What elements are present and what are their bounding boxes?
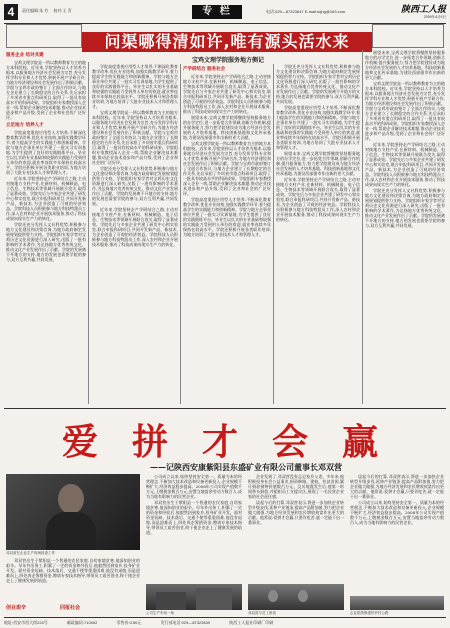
section-head-3: 产学研结合 服务社会 [183,67,226,72]
title-char-3: 才 [202,421,239,463]
footer-address: 地址:西安市西大街224号 [4,620,48,625]
top-col5-text: 展望未来,宝鸡文理学院将继续坚持服务地方的办学定位,进一步拓宽合作领域,创新合作机制,提升服务能力,努力把学院建设成为地方经济社会发展的人才培养基地、科技创新基地和文化传承基地,为建设西部强市作出新的更大贡献。 [365,50,445,80]
top-col4-text: 学院还充分发挥人文社科优势,积极参与地方文化建设和决策咨询,为地方政府制定发展规划提供智力支持。学院组织专家学者对宝鸡历史文化资源进行深入研究,出版了一批有影响的学术著作,为弘扬地方优秀传统文化、推动文化产业发展作出了贡献。学院的发展离不开地方的支持,地方的发展也需要学院的参与,双方互利共赢,共同发展。 [276,64,360,104]
top-column-1 [6,50,86,405]
top-col2-text-4: 近年来,学院坚持走产学研结合之路,主动对接地方支柱产业,在新材料、机械制造、电子信息、生物技术等领域开展联合攻关,取得了显著成效。学院先后与多家企业共建了研发中心和实验室,联合申报科研项目,共同开发新产品、新技术,为企业创造了可观的经济效益。学院科技人员积极参与地方科技特派员工作,深入农村和企业开展技术服务,推动了科技成果向现实生产力的转化。 [92,207,178,247]
feature-col2-text-2: 邓双营出生于紫阳县一个普通的农民家庭,自幼家境贫寒,他深知创业的艰辛。早年外出务工,积累了一定的资金和经验后,他毅然回到家乡,投身矿业开发。面对资金短缺、技术落后、交通不便等重重困难,他没有退缩,而是迎难而上,四处奔走筹措资金,聘请专家技术指导,带领员工艰苦创业,终于使企业走上了健康发展的轨道。 [146,500,242,535]
section-head-1: 服务企业 结对共建 [6,53,44,58]
top-col1-text-2: 学院高度重视应用型人才培养,不断深化教育教学改革,优化专业结构,加强实践教学环节,着力提高学生的实践能力和创新精神。学院与地方企事业单位共建了一批实习实训基地,为学生提供了良好的实践锻炼平台。毕业生以扎实的专业基础和较强的实践能力受到用人单位的欢迎,就业率连续多年保持在较高水平。学院还积极开展各类职业培训,为地方培训了大批专业技术人才和管理人才。 [6,130,86,175]
photo-caption-1: 邓双营在企业生产现场检查工作 [6,551,55,555]
title-char-4: 会 [272,421,309,463]
column-rule [362,50,363,404]
page-header [4,2,446,24]
top-col2-text-3: 学院还充分发挥人文社科优势,积极参与地方文化建设和决策咨询,为地方政府制定发展规划提供智力支持。学院组织专家学者对宝鸡历史文化资源进行深入研究,出版了一批有影响的学术著作,为弘扬地方优秀传统文化、推动文化产业发展作出了贡献。学院的发展离不开地方的支持,地方的发展也需要学院的参与,双方互利共赢,共同发展。 [92,166,178,206]
top-col3-text-2: 展望未来,宝鸡文理学院将继续坚持服务地方的办学定位,进一步拓宽合作领域,创新合作机制,提升服务能力,努力把学院建设成为地方经济社会发展的人才培养基地、科技创新基地和文化传承基地,为建设西部强市作出新的更大贡献。 [183,115,271,140]
feature-column-1 [6,558,140,602]
top-col4-text-4: 近年来,学院坚持走产学研结合之路,主动对接地方支柱产业,在新材料、机械制造、电子信息、生物技术等领域开展联合攻关,取得了显著成效。学院先后与多家企业共建了研发中心和实验室,联合申报科研项目,共同开发新产品、新技术,为企业创造了可观的经济效益。学院科技人员积极参与地方科技特派员工作,深入农村和企业开展技术服务,推动了科技成果向现实生产力的转化。 [276,177,360,222]
top-column-3 [183,64,271,404]
column-rule [88,62,89,404]
story-divider [4,408,446,409]
paper-name: 陕西工人报 [400,5,446,15]
feature-column-2 [146,474,242,582]
footer-price: 零售价:0.50元 [116,620,142,625]
kicker-1: 创业艰辛 [6,605,27,611]
feature-column-4 [350,474,444,594]
top-col3-text-3: 宝鸡文理学院是一所以教师教育为主的地方本科院校。近年来,学院坚持以人才培养为根本,以服务地方经济社会发展为宗旨,充分发挥学科专业和人才优势,积极开展产学研合作,为地方经济建设和社会发展作出了积极贡献。学院与宝鸡市政府签订了全面合作协议,与地方企业建立了长期稳定的合作关系,先后承担了多项省市重点科研项目,取得了一批具有较高水平的科研成果。学院组织专家教授深入企业一线,帮助企业解决技术难题,推动企业技术进步和产品升级,受到了企业和社会的广泛好评。 [183,141,271,196]
top-col1-text-4: 学院还充分发挥人文社科优势,积极参与地方文化建设和决策咨询,为地方政府制定发展规划提供智力支持。学院组织专家学者对宝鸡历史文化资源进行深入研究,出版了一批有影响的学术著作,为弘扬地方优秀传统文化、推动文化产业发展作出了贡献。学院的发展离不开地方的支持,地方的发展也需要学院的参与,双方互利共赢,共同发展。 [6,222,86,262]
portrait-photo [6,474,140,550]
footer-printer: 陕西工人报社印刷厂印刷 [229,620,274,625]
masthead-logo [384,2,446,22]
top-col3-text-4: 学院高度重视应用型人才培养,不断深化教育教学改革,优化专业结构,加强实践教学环节,着力提高学生的实践能力和创新精神。学院与地方企事业单位共建了一批实习实训基地,为学生提供了良好的实践锻炼平台。毕业生以扎实的专业基础和较强的实践能力受到用人单位的欢迎,就业率连续多年保持在较高水平。学院还积极开展各类职业培训,为地方培训了大批专业技术人才和管理人才。 [183,197,271,237]
issue-date: 2009年4月9日 [423,15,446,19]
top-col5-text-3: 近年来,学院坚持走产学研结合之路,主动对接地方支柱产业,在新材料、机械制造、电子信息、生物技术等领域开展联合攻关,取得了显著成效。学院先后与多家企业共建了研发中心和实验室,联合申报科研项目,共同开发新产品、新技术,为企业创造了可观的经济效益。学院科技人员积极参与地方科技特派员工作,深入农村和企业开展技术服务,推动了科技成果向现实生产力的转化。 [365,142,445,187]
right-sidebar-box [372,24,444,48]
contact-info [266,9,386,15]
section-head-2: 立足地方 培养人才 [6,123,44,128]
footer-postal: 邮政编码:710002 [66,620,98,625]
top-column-5 [365,50,445,404]
feature-col2-text: 公司成立以来,始终坚持安全第一、质量为本的经营理念,不断加大技术改造和设备更新投入,企业规模不断扩大,经济效益稳步提高。2008年公司实现产值数千万元,上缴税金数百万元,安置当地富余劳动力数百人,成为当地有影响力的民营企业。 [146,474,242,499]
top-col5-text-4: 学院还充分发挥人文社科优势,积极参与地方文化建设和决策咨询,为地方政府制定发展规划提供智力支持。学院组织专家学者对宝鸡历史文化资源进行深入研究,出版了一批有影响的学术著作,为弘扬地方优秀传统文化、推动文化产业发展作出了贡献。学院的发展离不开地方的支持,地方的发展也需要学院的参与,双方互利共赢,共同发展。 [365,188,445,228]
top-col3-text: 近年来,学院坚持走产学研结合之路,主动对接地方支柱产业,在新材料、机械制造、电子信息、生物技术等领域开展联合攻关,取得了显著成效。学院先后与多家企业共建了研发中心和实验室,联合申报科研项目,共同开发新产品、新技术,为企业创造了可观的经济效益。学院科技人员积极参与地方科技特派员工作,深入农村和企业开展技术服务,推动了科技成果向现实生产力的转化。 [183,74,271,114]
top-col5-text-2: 宝鸡文理学院是一所以教师教育为主的地方本科院校。近年来,学院坚持以人才培养为根本,以服务地方经济社会发展为宗旨,充分发挥学科专业和人才优势,积极开展产学研合作,为地方经济建设和社会发展作出了积极贡献。学院与宝鸡市政府签订了全面合作协议,与地方企业建立了长期稳定的合作关系,先后承担了多项省市重点科研项目,取得了一批具有较高水平的科研成果。学院组织专家教授深入企业一线,帮助企业解决技术难题,推动企业技术进步和产品升级,受到了企业和社会的广泛好评。 [365,81,445,141]
feature-title [0,414,450,463]
top-column-2 [92,64,178,404]
feature-col3-text: 企业发展了,邓双营没有忘记家乡父老。多年来,他积极投身社会公益事业,捐资修路、建校、扶贫济困,累计捐款捐物价值数百万元。汶川地震发生后,他第一时间带头捐款,并组织员工支援灾区,展现了一名民营企业家的社会责任感。 [248,474,344,499]
editor-name: 责任编辑:朱 芳 [22,8,49,13]
proofreader-name: 校对:王 青 [53,8,72,13]
kicker-2: 回报社会 [60,605,81,611]
top-col4-text-3: 展望未来,宝鸡文理学院将继续坚持服务地方的办学定位,进一步拓宽合作领域,创新合作机制,提升服务能力,努力把学院建设成为地方经济社会发展的人才培养基地、科技创新基地和文化传承基地,为建设西部强市作出新的更大贡献。 [276,151,360,176]
feature-column-3 [248,474,344,582]
title-char-1: 爱 [62,421,99,463]
factory-photo [146,584,242,610]
top-col1-text: 宝鸡文理学院是一所以教师教育为主的地方本科院校。近年来,学院坚持以人才培养为根本,以服务地方经济社会发展为宗旨,充分发挥学科专业和人才优势,积极开展产学研合作,为地方经济建设和社会发展作出了积极贡献。学院与宝鸡市政府签订了全面合作协议,与地方企业建立了长期稳定的合作关系,先后承担了多项省市重点科研项目,取得了一批具有较高水平的科研成果。学院组织专家教授深入企业一线,帮助企业解决技术难题,推动企业技术进步和产品升级,受到了企业和社会的广泛好评。 [6,60,86,120]
feature-col1-text: 邓双营出生于紫阳县一个普通的农民家庭,自幼家境贫寒,他深知创业的艰辛。早年外出务工,积累了一定的资金和经验后,他毅然回到家乡,投身矿业开发。面对资金短缺、技术落后、交通不便等重重困难,他没有退缩,而是迎难而上,四处奔走筹措资金,聘请专家技术指导,带领员工艰苦创业,终于使企业走上了健康发展的轨道。 [6,558,140,583]
top-col4-text-2: 学院高度重视应用型人才培养,不断深化教育教学改革,优化专业结构,加强实践教学环节,着力提高学生的实践能力和创新精神。学院与地方企事业单位共建了一批实习实训基地,为学生提供了良好的实践锻炼平台。毕业生以扎实的专业基础和较强的实践能力受到用人单位的欢迎,就业率连续多年保持在较高水平。学院还积极开展各类职业培训,为地方培训了大批专业技术人才和管理人才。 [276,105,360,150]
top-col1-text-3: 近年来,学院坚持走产学研结合之路,主动对接地方支柱产业,在新材料、机械制造、电子信息、生物技术等领域开展联合攻关,取得了显著成效。学院先后与多家企业共建了研发中心和实验室,联合申报科研项目,共同开发新产品、新技术,为企业创造了可观的经济效益。学院科技人员积极参与地方科技特派员工作,深入农村和企业开展技术服务,推动了科技成果向现实生产力的转化。 [6,176,86,221]
section-tag: 专 栏 [192,5,242,19]
road-photo [350,596,444,610]
phone-number: 电话:029—87323647 [266,9,304,14]
photo-caption-4: 企业捐资修建的乡村公路 [350,611,389,615]
page-number: 4 [4,4,18,20]
footer-dept: 发行部电话:029—87323639 [160,620,211,625]
meeting-photo [248,584,344,610]
feature-col4-text-2: 公司成立以来,始终坚持安全第一、质量为本的经营理念,不断加大技术改造和设备更新投入,企业规模不断扩大,经济效益稳步提高。2008年公司实现产值数千万元,上缴税金数百万元,安置当地富余劳动力数百人,成为当地有影响力的民营企业。 [350,500,444,525]
top-column-4 [276,64,360,404]
photo-caption-3: 邓双营与员工座谈 [248,611,276,615]
top-headline: 问渠哪得清如许,唯有源头活水来 [82,32,372,52]
feature-col3-text-2: 谈起今后的打算,邓双营表示,将进一步加快企业转型升级步伐,延伸产业链条,提高产品附加值,努力把企业做大做强,为地方经济发展和农民增收致富作出更大的贡献。他常说:爱拼才会赢,只要肯吃苦,就一定能干出一番事业。 [248,500,344,525]
page-footer [4,617,446,626]
title-char-2: 拼 [132,421,169,463]
feature-subtitle: ——记陕西安康紫阳县东盛矿业有限公司董事长邓双营 [150,462,342,472]
top-subheadline: 宝鸡文理学院服务地方侧记 [191,57,264,64]
left-sidebar-box [6,24,82,48]
editor-info [22,8,172,13]
column-rule [180,64,181,404]
photo-caption-2: 公司生产车间一角 [146,611,174,615]
feature-col4-text: 谈起今后的打算,邓双营表示,将进一步加快企业转型升级步伐,延伸产业链条,提高产品附加值,努力把企业做大做强,为地方经济发展和农民增收致富作出更大的贡献。他常说:爱拼才会赢,只要肯吃苦,就一定能干出一番事业。 [350,474,444,499]
top-col2-text: 学院高度重视应用型人才培养,不断深化教育教学改革,优化专业结构,加强实践教学环节,着力提高学生的实践能力和创新精神。学院与地方企事业单位共建了一批实习实训基地,为学生提供了良好的实践锻炼平台。毕业生以扎实的专业基础和较强的实践能力受到用人单位的欢迎,就业率连续多年保持在较高水平。学院还积极开展各类职业培训,为地方培训了大批专业技术人才和管理人才。 [92,64,178,109]
email-address: E-mail:sqhg@163.com [304,9,346,14]
title-char-5: 赢 [342,421,379,463]
column-rule [273,64,274,404]
top-col2-text-2: 宝鸡文理学院是一所以教师教育为主的地方本科院校。近年来,学院坚持以人才培养为根本,以服务地方经济社会发展为宗旨,充分发挥学科专业和人才优势,积极开展产学研合作,为地方经济建设和社会发展作出了积极贡献。学院与宝鸡市政府签订了全面合作协议,与地方企业建立了长期稳定的合作关系,先后承担了多项省市重点科研项目,取得了一批具有较高水平的科研成果。学院组织专家教授深入企业一线,帮助企业解决技术难题,推动企业技术进步和产品升级,受到了企业和社会的广泛好评。 [92,110,178,165]
